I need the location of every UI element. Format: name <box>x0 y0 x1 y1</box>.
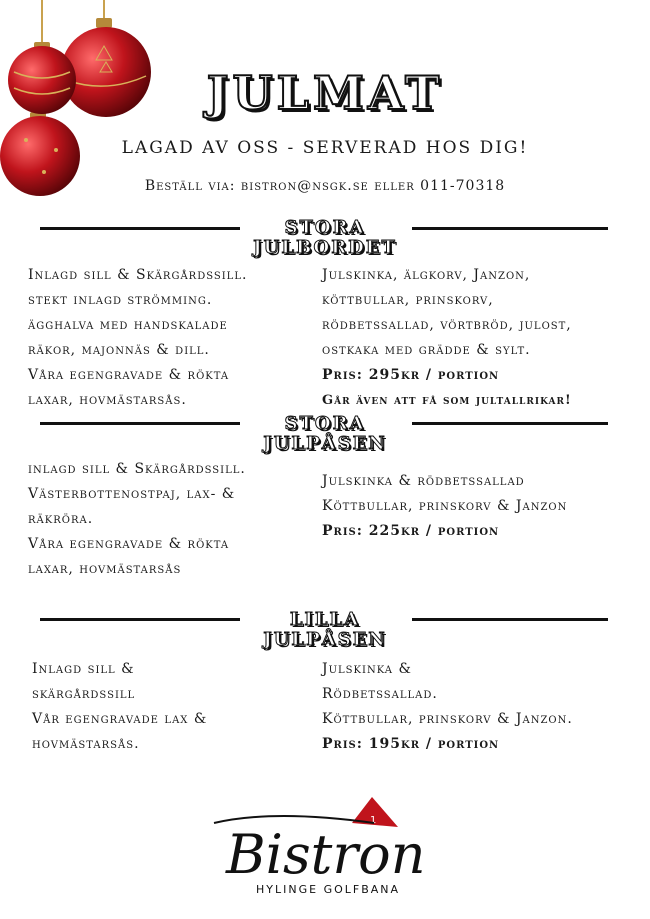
menu-right-column <box>322 469 642 544</box>
logo-flag-number: 1 <box>370 815 377 826</box>
divider-left <box>40 227 240 230</box>
menu-item: Julskinka & <box>322 661 412 677</box>
note: Går även att få som jultallrikar! <box>322 393 572 408</box>
divider-right <box>412 422 608 425</box>
menu-item: Julskinka & rödbetssallad <box>322 473 525 489</box>
menu-item: ägghalva med handskalade <box>28 317 228 333</box>
menu-item: Våra egengravade & rökta <box>28 536 230 552</box>
menu-left-column <box>32 657 302 757</box>
menu-item: Våra egengravade & rökta <box>28 367 230 383</box>
logo-tagline: HYLINGE GOLFBANA <box>256 883 401 896</box>
bistron-logo <box>212 795 442 905</box>
price: Pris: 225kr / portion <box>322 523 500 539</box>
price: Pris: 295kr / portion <box>322 367 500 383</box>
section-title-lilla-julpasen: LILLA JULPÅSEN <box>263 609 387 650</box>
section-title-stora-julbordet: STORA JULBORDET <box>253 217 397 258</box>
divider-right <box>412 227 608 230</box>
menu-item: Inlagd sill & Skärgårdssill. <box>28 267 248 283</box>
menu-item: ostkaka med grädde & sylt. <box>322 342 531 358</box>
menu-item: Vår egengravade lax & <box>32 711 208 727</box>
menu-left-column <box>28 457 318 582</box>
menu-left-column <box>28 263 308 413</box>
menu-item: räkor, majonnäs & dill. <box>28 342 210 358</box>
menu-item: Rödbetssallad. <box>322 686 438 702</box>
menu-item: Julskinka, älgkorv, Janzon, <box>322 267 531 283</box>
menu-item: köttbullar, prinskorv, <box>322 292 494 308</box>
menu-item: hovmästarsås. <box>32 736 140 752</box>
divider-right <box>412 618 608 621</box>
menu-item: Köttbullar, prinskorv & Janzon. <box>322 711 573 727</box>
menu-item: inlagd sill & Skärgårdssill. <box>28 461 246 477</box>
menu-item: skärgårdssill <box>32 686 136 702</box>
menu-item: Västerbottenostpaj, lax- & <box>28 486 236 502</box>
menu-item: rödbetssallad, vörtbröd, julost, <box>322 317 572 333</box>
divider-left <box>40 422 240 425</box>
menu-item: stekt inlagd strömming. <box>28 292 213 308</box>
menu-right-column <box>322 657 642 757</box>
menu-item: laxar, hovmästarsås. <box>28 392 187 408</box>
section-title-stora-julpasen: STORA JULPÅSEN <box>263 413 387 454</box>
logo-wordmark: Bistron <box>226 823 426 886</box>
page-title: JULMAT <box>206 66 444 120</box>
price: Pris: 195kr / portion <box>322 736 500 752</box>
menu-item: laxar, hovmästarsås <box>28 561 182 577</box>
menu-item: Köttbullar, prinskorv & Janzon <box>322 498 568 514</box>
order-contact: Beställ via: bistron@nsgk.se eller 011-70318 <box>144 178 506 194</box>
menu-right-column <box>322 263 642 413</box>
divider-left <box>40 618 240 621</box>
menu-item: räkröra. <box>28 511 94 527</box>
subtitle: LAGAD AV OSS - SERVERAD HOS DIG! <box>121 138 529 158</box>
menu-item: Inlagd sill & <box>32 661 135 677</box>
